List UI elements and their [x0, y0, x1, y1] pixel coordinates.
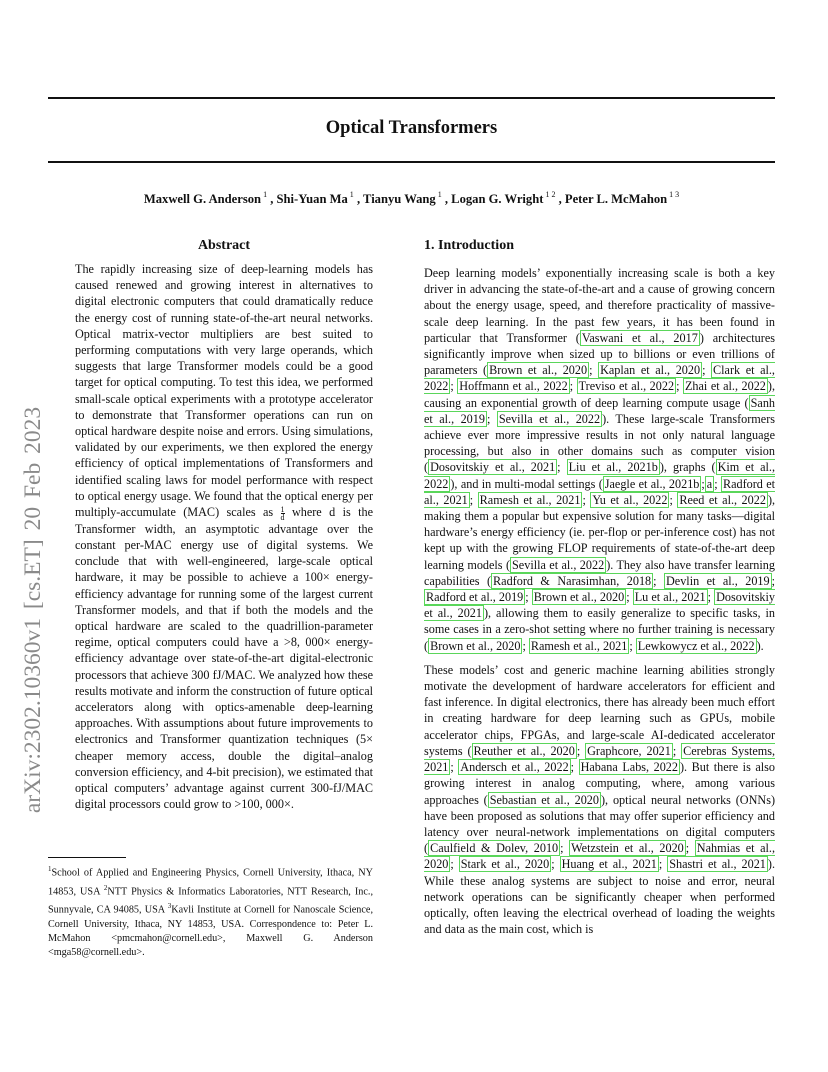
citation-link[interactable]: a	[706, 476, 713, 491]
citation-link[interactable]: Yu et al., 2022	[592, 492, 668, 507]
footnote-text: NTT Physics & Informatics Laboratories, NTT Research, Inc., Sunnyvale, CA 94085, USA	[48, 885, 373, 916]
title-rule-top	[48, 97, 775, 99]
citation-link[interactable]: Dosovitskiy et al., 2021	[430, 460, 556, 475]
fraction-one-over-d	[281, 506, 285, 521]
citation-link[interactable]: Clark et al., 2022	[424, 363, 775, 394]
author-affiliation-marker: 1 2	[543, 190, 556, 199]
citation-link[interactable]: Sebastian et al., 2020	[489, 792, 599, 807]
citation-link[interactable]: Hoffmann et al., 2022	[459, 379, 568, 394]
abstract-text	[75, 261, 373, 812]
citation-link[interactable]: Zhai et al., 2022	[684, 379, 766, 394]
footnote-text: School of Applied and Engineering Physics, Cornell University, Ithaca, NY 14853, USA	[48, 867, 373, 897]
author-list: Maxwell G. Anderson $^1$ , Shi-Yuan Ma $^1$ , Tianyu Wang $^1$ , Logan G. Wright $^{1 2}$ , Peter L. McMahon $^{1 3}$	[143, 190, 680, 207]
citation-link[interactable]: Stark et al., 2020	[460, 857, 550, 872]
affiliation-footnote	[48, 862, 373, 960]
abstract-heading: Abstract	[197, 238, 251, 253]
right-column	[424, 237, 775, 937]
citation-link[interactable]: Cerebras Systems, 2021	[424, 743, 776, 775]
fraction-numerator: 1	[280, 504, 285, 514]
abstract-text-part-1: The rapidly increasing size of deep-learning models has caused renewed and growing interest in alternatives to digital electronic computers that could dramatically reduce the energy cost of running state-of-the-art neural networks. Optical matrix-vector multipliers are best suited to performing computations with very large operands, which suggests that large Transformer models could be a good target for optical computing. To test this idea, we performed small-scale optical experiments with a prototype accelerator to demonstrate that Transformer operations can run on optical hardware despite noise and errors. Using simulations, validated by our experiments, we then explored the energy efficiency of optical implementations of Transformers and identified scaling laws for model performance with respect to optical energy usage. We found that the optical energy per multiply-accumulate (MAC) scales as	[75, 262, 373, 520]
footnote-marker: 1	[48, 865, 52, 873]
citation-link[interactable]: Kaplan et al., 2020	[600, 363, 701, 378]
citation-link[interactable]: Brown et al., 2020	[533, 590, 625, 605]
citation-link[interactable]: Caulfield & Dolev, 2010	[430, 841, 559, 856]
citation-link[interactable]: Sanh et al., 2019	[424, 395, 775, 426]
citation-link[interactable]: Reed et al., 2022	[679, 492, 766, 507]
citation-link[interactable]: Reuther et al., 2020	[473, 743, 575, 758]
citation-link[interactable]: Ramesh et al., 2021	[479, 492, 581, 507]
citation-link[interactable]: Brown et al., 2020	[489, 363, 588, 378]
left-column	[75, 237, 373, 812]
citation-link[interactable]: Dosovitskiy et al., 2021	[424, 590, 776, 621]
citation-link[interactable]: Lu et al., 2021	[634, 590, 706, 605]
author-affiliation-marker: 1	[435, 190, 442, 199]
citation-link[interactable]: Jaegle et al., 2021b	[604, 476, 700, 491]
citation-link[interactable]: Kim et al., 2022	[424, 460, 776, 491]
footnote-rule	[48, 857, 126, 858]
footnote-marker: 3	[167, 902, 172, 911]
citation-link[interactable]: Vaswani et al., 2017	[581, 330, 698, 345]
arxiv-identifier-stamp: arXiv:2302.10360v1 [cs.ET] 20 Feb 2023	[20, 406, 46, 814]
author-name: Tianyu Wang	[363, 192, 436, 207]
author-name: Maxwell G. Anderson	[143, 192, 262, 207]
intro-paragraph-2: These models’ cost and generic machine learning abilities strongly motivate the development of hardware accelerators for efficient and fast inference. In digital electronics, there has already been much effort in creating hardware for deep learning such as GPUs, mobile accelerator chips, FPGAs, and large-scale AI-dedicated accelerator systems ( Reuther et al., 2020 ; Graphcore, 2021 ; Cerebras Systems, 2021 ; Andersch et al., 2022 ; Habana Labs, 2022 ). But there is also growing interest in analog computing, where, among various approaches ( Sebastian et al., 2020 ), optical neural networks (ONNs) have been proposed as solutions that may offer superior efficiency and latency over neural-network implementations on digital computers ( Caulfield & Dolev, 2010 ; Wetzstein et al., 2020 ; Nahmias et al., 2020 ; Stark et al., 2020 ; Huang et al., 2021 ; Shastri et al., 2021 ). While these analog systems are subject to noise and error, neural network operations can be significantly cheaper when performed optically, often leaving the electrical overhead of loading the weights and data as the main cost, which is	[424, 662, 776, 937]
citation-link[interactable]: Habana Labs, 2022	[580, 760, 678, 775]
citation-link[interactable]: Sevilla et al., 2022	[512, 557, 605, 572]
citation-link[interactable]: Sevilla et al., 2022	[498, 411, 601, 426]
citation-link[interactable]: Shastri et al., 2021	[669, 857, 766, 872]
footnote-marker: 2	[103, 883, 108, 892]
author-affiliation-marker: 1 3	[667, 190, 680, 199]
abstract-text-part-2: where d is the Transformer width, an asymptotic advantage over the constant per-MAC energy use of digital systems. We conclude that with well-engineered, large-scale optical hardware, it may be possible to achieve a 100× energy-efficiency advantage for running some of the largest current Transformer models, and that if both the models and the optical hardware are scaled to the quadrillion-parameter regime, optical computers could have a >8, 000× energy-efficiency advantage over state-of-the-art digital-electronic processors that achieve 300 fJ/MAC. We analyzed how these results motivate and inform the construction of future optical accelerators along with optics-amenable deep-learning approaches. With assumptions about future improvements to electronics and Transformer quantization techniques (5× cheaper memory access, double the digital–analog conversion efficiency, and 4-bit precision), we estimated that optical computers’ advantage against current 300-fJ/MAC digital processors could grow to >100, 000×.	[75, 505, 373, 812]
citation-link[interactable]: Huang et al., 2021	[561, 857, 657, 872]
footnote-text: Kavli Institute at Cornell for Nanoscale Science, Cornell University, Ithaca, NY 14853, USA. Correspondence to: Peter L. McMahon <pmcmahon@cornell.edu>, Maxwell G. Anderson <mga58@cornell.edu>.	[48, 904, 373, 959]
paper-title: Optical Transformers	[325, 118, 498, 138]
author-affiliation-marker: 1	[261, 190, 268, 199]
title-rule-bottom	[48, 161, 775, 163]
author-affiliation-marker: 1	[347, 190, 354, 199]
citation-link[interactable]: Ramesh et al., 2021	[530, 638, 628, 653]
citation-link[interactable]: Nahmias et al., 2020	[424, 841, 776, 872]
citation-link[interactable]: Wetzstein et al., 2020	[571, 841, 684, 856]
citation-link[interactable]: Radford et al., 2019	[426, 590, 524, 605]
citation-link[interactable]: Lewkowycz et al., 2022	[637, 638, 755, 653]
citation-link[interactable]: Treviso et al., 2022	[578, 379, 675, 394]
citation-link[interactable]: Devlin et al., 2019	[666, 573, 770, 588]
citation-link[interactable]: Andersch et al., 2022	[460, 760, 569, 775]
citation-link[interactable]: Graphcore, 2021	[587, 743, 671, 758]
author-name: Peter L. McMahon	[564, 192, 668, 207]
citation-link[interactable]: Liu et al., 2021b	[568, 460, 658, 475]
citation-link[interactable]: Radford & Narasimhan, 2018	[493, 573, 652, 588]
author-name: Shi-Yuan Ma	[276, 192, 348, 207]
citation-link[interactable]: Radford et al., 2021	[424, 476, 776, 507]
author-name: Logan G. Wright	[451, 192, 544, 207]
citation-link[interactable]: Brown et al., 2020	[430, 638, 521, 653]
introduction-heading: 1. Introduction	[424, 238, 514, 253]
intro-paragraph-1: Deep learning models’ exponentially increasing scale is both a key driver in advancing the state-of-the-art and a cause of growing concern about the energy usage, speed, and therefore practicality of massive-scale deep learning. In the past few years, it has been found in particular that Transformer ( Vaswani et al., 2017 ) architectures significantly improve when sized up to billions or even trillions of parameters ( Brown et al., 2020 ; Kaplan et al., 2020 ; Clark et al., 2022 ; Hoffmann et al., 2022 ; Treviso et al., 2022 ; Zhai et al., 2022 ), causing an exponential growth of deep learning compute usage ( Sanh et al., 2019 ; Sevilla et al., 2022 ). These large-scale Transformers achieve ever more impressive results in not only natural language processing, but also in other domains such as computer vision ( Dosovitskiy et al., 2021 ; Liu et al., 2021b ), graphs ( Kim et al., 2022 ), and in multi-modal settings ( Jaegle et al., 2021b ; a ; Radford et al., 2021 ; Ramesh et al., 2021 ; Yu et al., 2022 ; Reed et al., 2022 ), making them a popular but expensive solution for many tasks—digital hardware’s energy efficiency (ie. per-flop or per-inference cost) has not kept up with the growing FLOP requirements of state-of-the-art deep learning models ( Sevilla et al., 2022 ). They also have transfer learning capabilities ( Radford & Narasimhan, 2018 ; Devlin et al., 2019 ; Radford et al., 2019 ; Brown et al., 2020 ; Lu et al., 2021 ; Dosovitskiy et al., 2021 ), allowing them to easily generalize to specific tasks, in some cases in a zero-shot setting where no further training is necessary ( Brown et al., 2020 ; Ramesh et al., 2021 ; Lewkowycz et al., 2022 ).	[424, 266, 776, 653]
fraction-denominator: d	[280, 512, 285, 522]
